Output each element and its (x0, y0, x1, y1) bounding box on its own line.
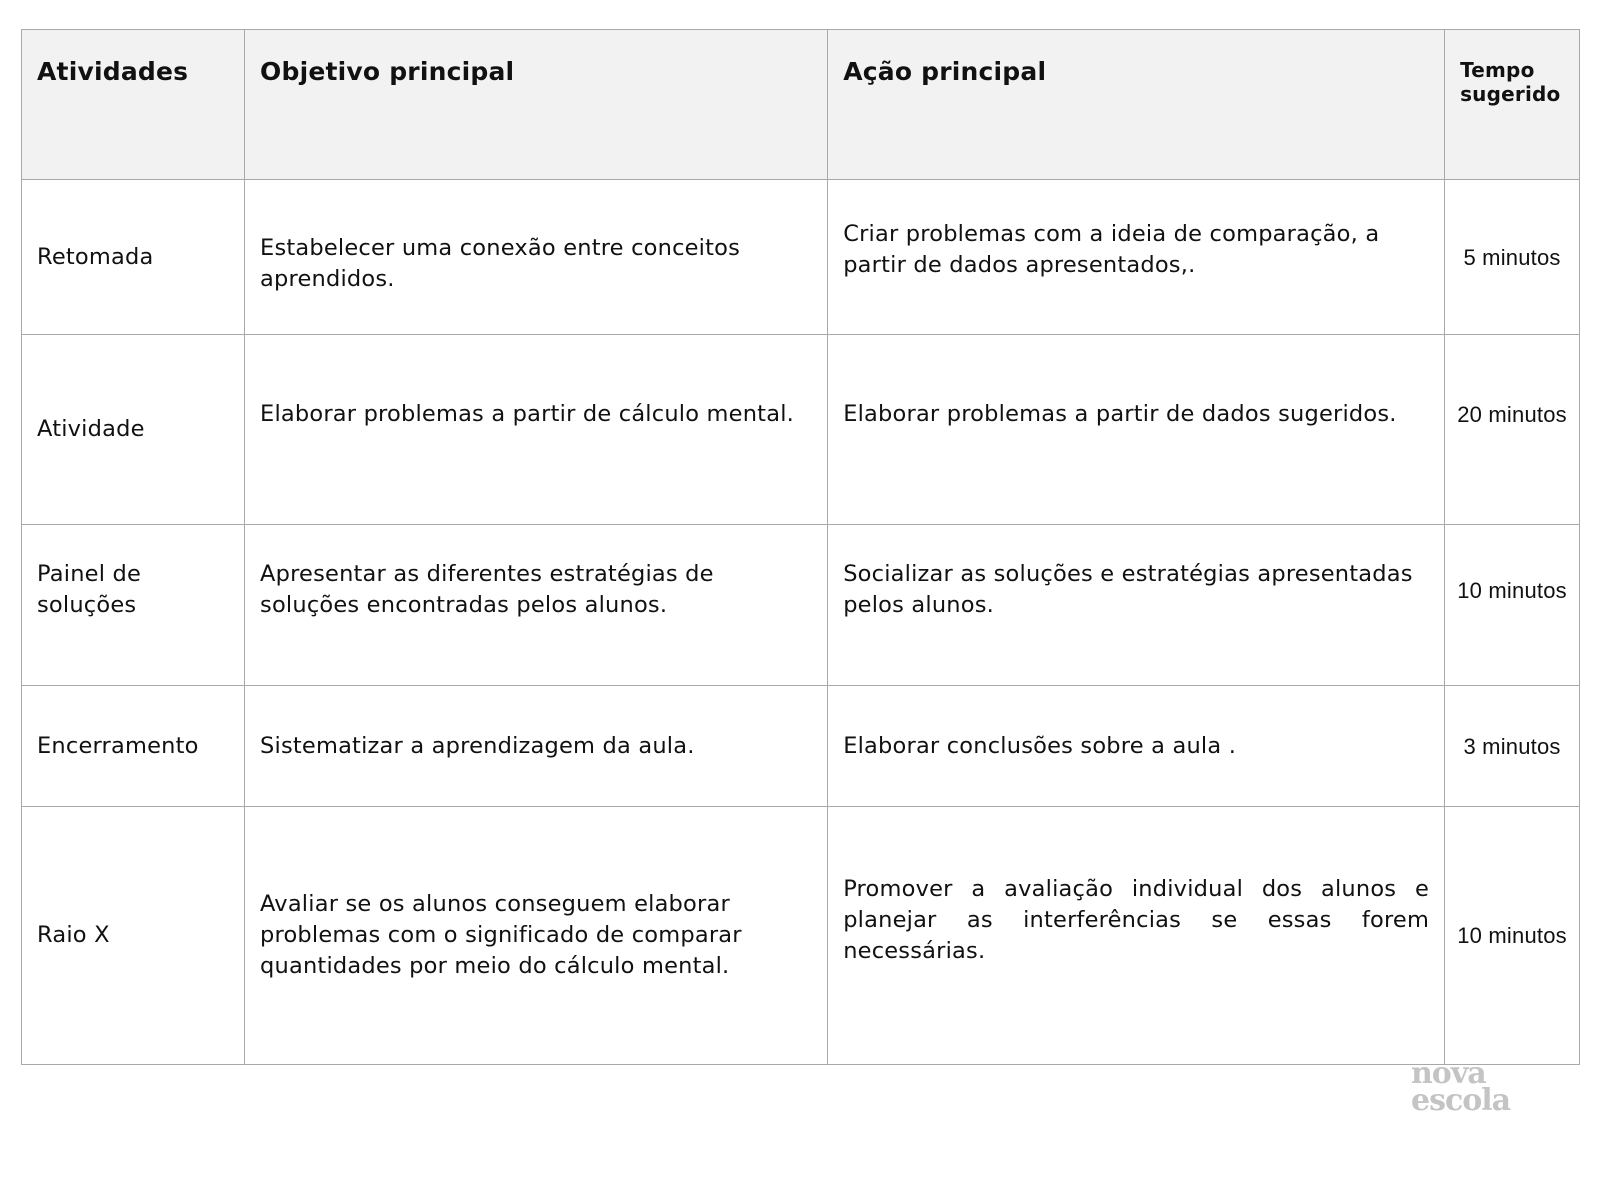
cell-objetivo: Avaliar se os alunos conseguem elaborar problemas com o significado de comparar quantidades por meio do cálculo mental. (245, 807, 828, 1065)
header-acao-principal: Ação principal (828, 30, 1445, 180)
header-tempo-sugerido: Tempo sugerido (1445, 30, 1580, 180)
cell-atividade: Retomada (22, 180, 245, 335)
cell-atividade: Raio X (22, 807, 245, 1065)
cell-objetivo: Estabelecer uma conexão entre conceitos aprendidos. (245, 180, 828, 335)
table-row (22, 335, 1580, 525)
cell-tempo: 3 minutos (1445, 686, 1580, 807)
cell-atividade: Encerramento (22, 686, 245, 807)
cell-acao: Elaborar conclusões sobre a aula . (828, 686, 1445, 807)
table-row (22, 180, 1580, 335)
cell-tempo: 10 minutos (1445, 807, 1580, 1065)
cell-objetivo: Elaborar problemas a partir de cálculo mental. (245, 335, 828, 525)
table-header-row (22, 30, 1580, 180)
nova-escola-logo (1411, 1056, 1511, 1118)
cell-acao: Socializar as soluções e estratégias apresentadas pelos alunos. (828, 525, 1445, 686)
cell-acao: Promover a avaliação individual dos alunos e planejar as interferências se essas forem necessárias. (828, 807, 1445, 1065)
cell-tempo: 10 minutos (1445, 525, 1580, 686)
header-objetivo-principal: Objetivo principal (245, 30, 828, 180)
logo-line-2: escola (1411, 1083, 1511, 1118)
table-row (22, 525, 1580, 686)
table-row (22, 686, 1580, 807)
cell-atividade: Atividade (22, 335, 245, 525)
cell-atividade: Painel de soluções (22, 525, 245, 686)
cell-objetivo: Apresentar as diferentes estratégias de soluções encontradas pelos alunos. (245, 525, 828, 686)
cell-objetivo: Sistematizar a aprendizagem da aula. (245, 686, 828, 807)
cell-acao: Criar problemas com a ideia de comparação, a partir de dados apresentados,. (828, 180, 1445, 335)
cell-tempo: 20 minutos (1445, 335, 1580, 525)
cell-acao: Elaborar problemas a partir de dados sugeridos. (828, 335, 1445, 525)
table-row (22, 807, 1580, 1065)
logo-line-1: nova (1411, 1056, 1486, 1091)
cell-tempo: 5 minutos (1445, 180, 1580, 335)
lesson-plan-table (21, 29, 1580, 1065)
header-atividades: Atividades (22, 30, 245, 180)
